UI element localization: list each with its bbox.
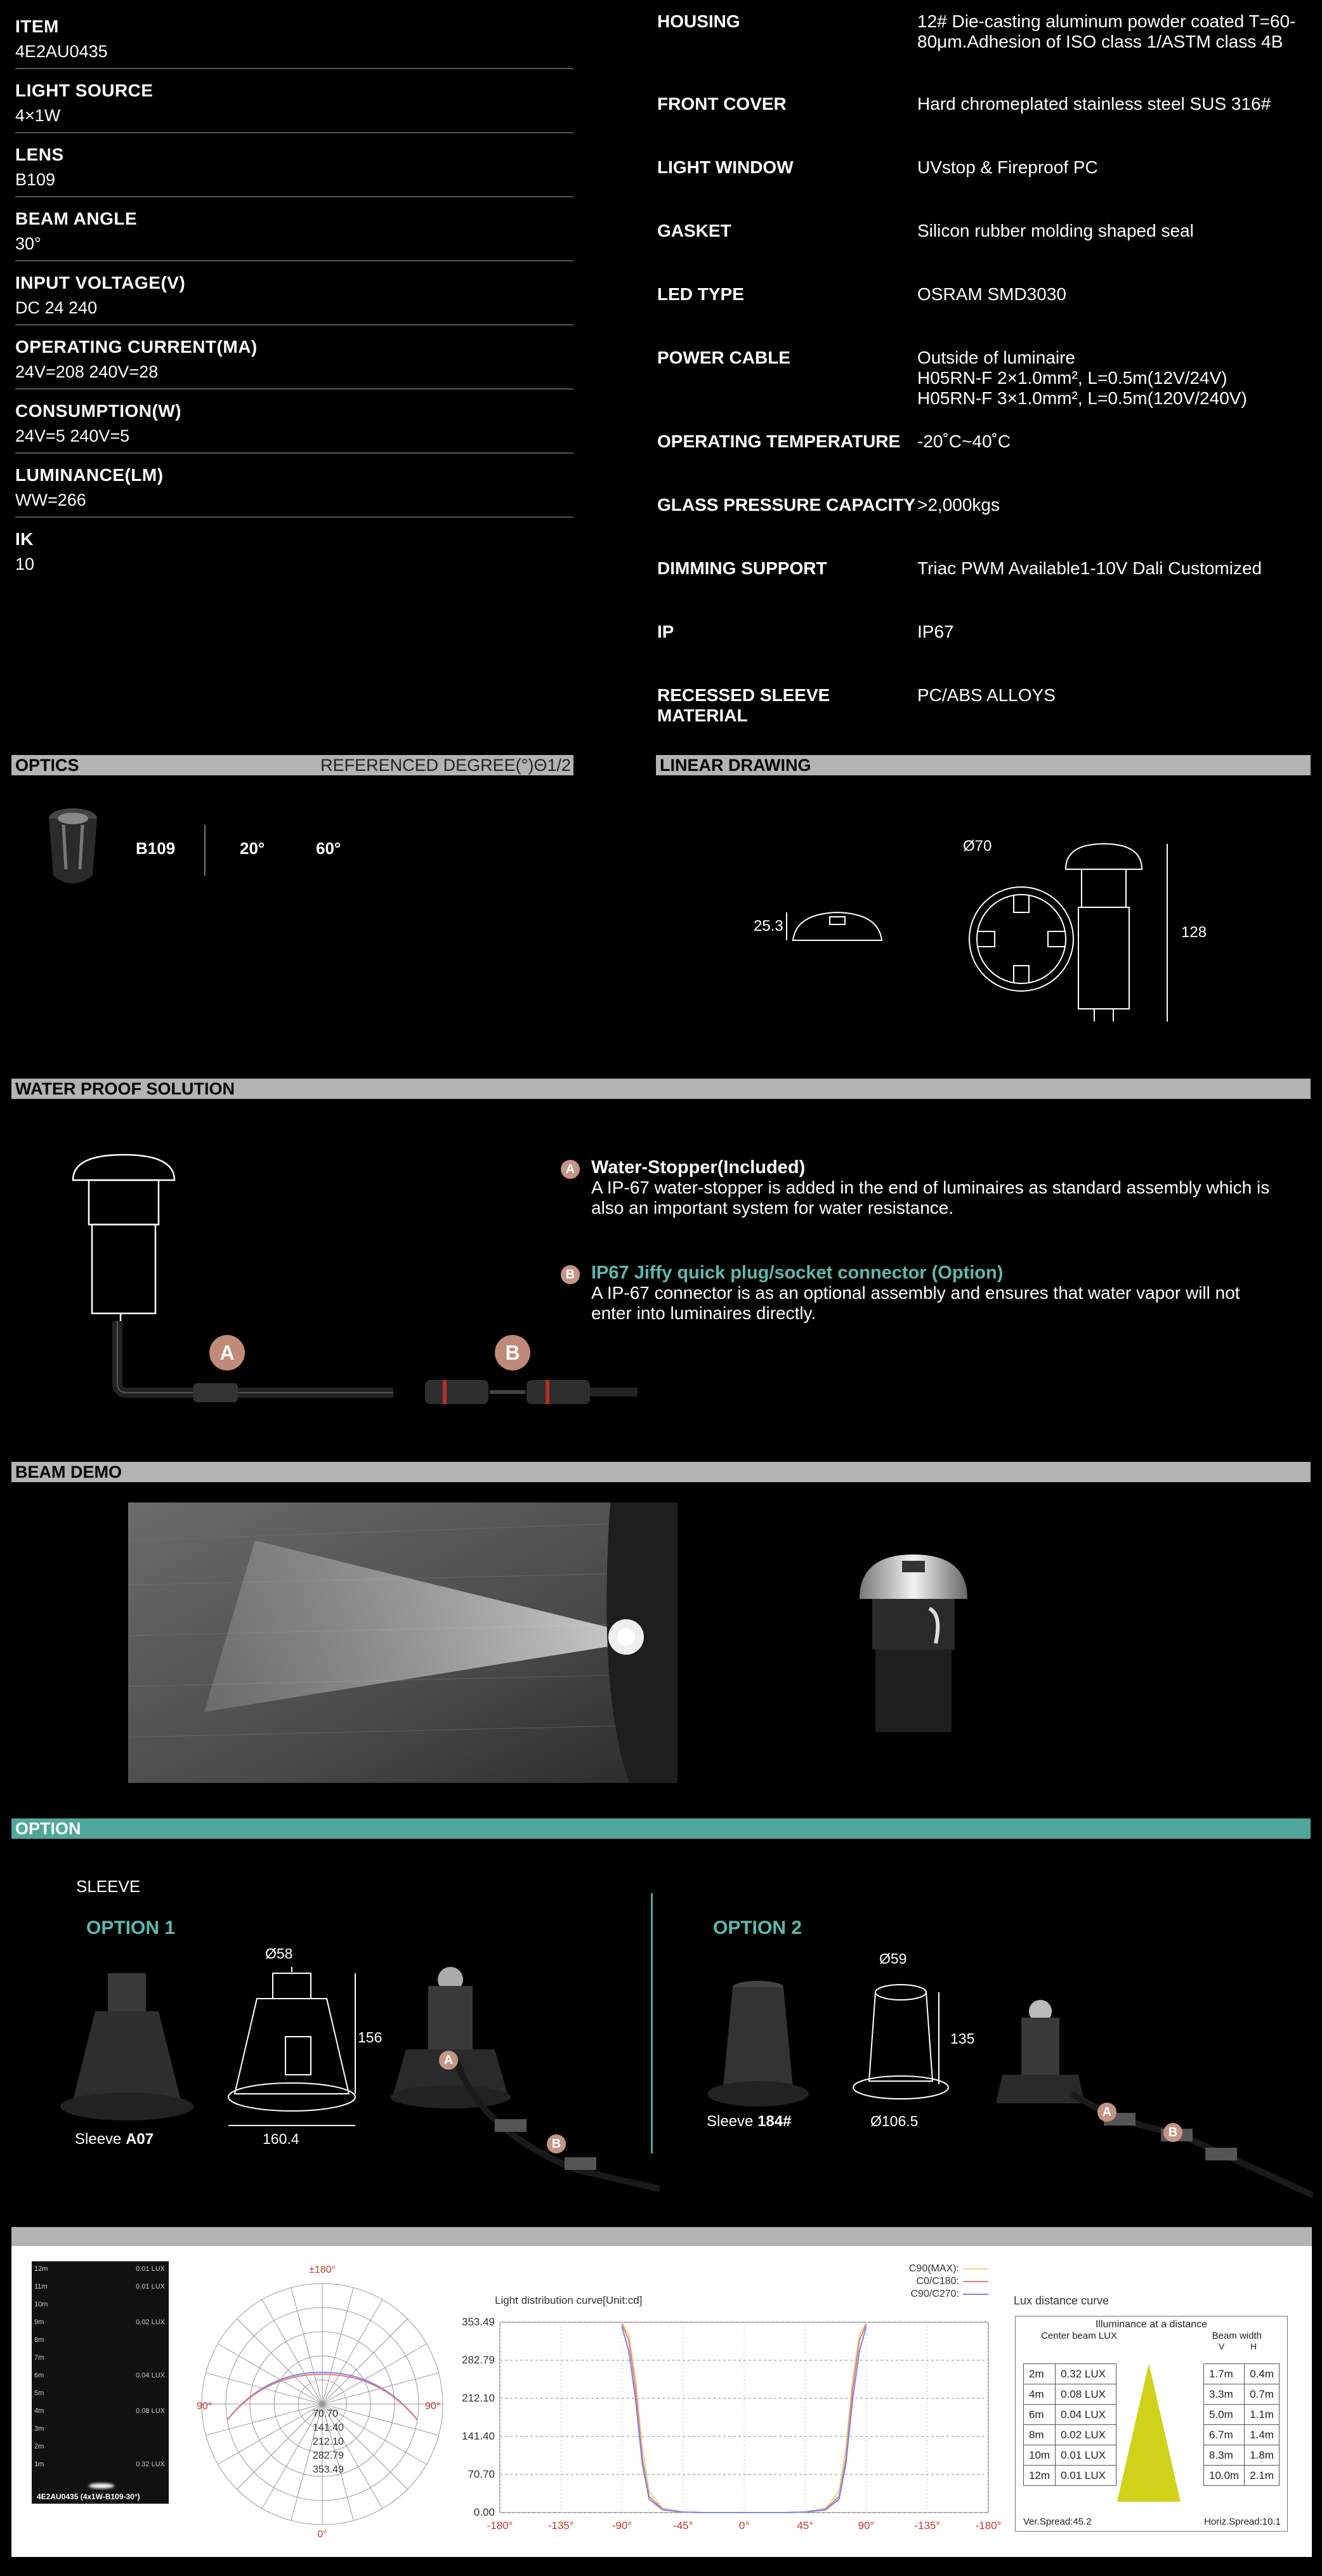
spec-right-value: 12# Die-casting aluminum powder coated T=60-80μm.Adhesion of ISO class 1/ASTM class 4B <box>917 11 1296 51</box>
option1-sleeve-code: A07 <box>126 2131 154 2148</box>
spec-left-label: OPERATING CURRENT(MA) <box>15 337 258 357</box>
lux-table-row <box>1024 2384 1279 2405</box>
spec-left-label: ITEM <box>15 16 59 36</box>
lux-table-box <box>1015 2316 1288 2532</box>
spec-right-row <box>657 495 1317 558</box>
lux-gap <box>1116 2466 1203 2486</box>
lux-v: 6.7m <box>1203 2425 1244 2445</box>
x-tick-label: -180° <box>487 2520 513 2532</box>
spec-left-value: 4×1W <box>15 106 61 125</box>
beam-demo-title: BEAM DEMO <box>15 1462 122 1482</box>
polar-left-label: 90° <box>197 2401 213 2412</box>
polar-top-label: ±180° <box>309 2264 336 2275</box>
lux-ver-spread: Ver.Spread:45.2 <box>1023 2516 1092 2527</box>
lux-distance: 2m <box>1024 2364 1056 2384</box>
lux-h: 0.4m <box>1245 2364 1279 2384</box>
lux-distance: 4m <box>1024 2384 1056 2405</box>
lux-v: 3.3m <box>1203 2384 1244 2405</box>
polar-bottom-label: 0° <box>317 2529 327 2540</box>
lux-col-width: Beam width <box>1212 2330 1262 2341</box>
spec-right-label: LED TYPE <box>657 284 744 304</box>
lux-h: 2.1m <box>1245 2466 1279 2486</box>
legend-item <box>836 2263 988 2275</box>
lux-table <box>1023 2363 1279 2486</box>
spec-right-label: GASKET <box>657 221 731 240</box>
spec-left-value: 10 <box>15 555 35 574</box>
polar-ring-labels <box>313 2408 344 2475</box>
lux-v: 8.3m <box>1203 2445 1244 2466</box>
lens-image <box>44 806 101 895</box>
option2-height: 135 <box>950 2030 975 2047</box>
spec-right-label: OPERATING TEMPERATURE <box>657 431 901 451</box>
polar-ring-label: 141.40 <box>313 2422 344 2433</box>
isolux-lux-label: 0.01 LUX <box>136 2283 165 2290</box>
lux-value: 0.02 LUX <box>1056 2425 1116 2445</box>
photometric-top-bar <box>11 2227 1312 2246</box>
spec-left-label: CONSUMPTION(W) <box>15 401 182 421</box>
isolux-spot <box>89 2483 114 2488</box>
spec-left-row <box>15 261 573 325</box>
spec-right-label: GLASS PRESSURE CAPACITY <box>657 495 916 515</box>
legend-label: C90/C270: <box>910 2289 959 2299</box>
waterproof-b-text: A IP-67 connector is as an optional assembly and ensures that water vapor will not enter into luminaires directly. <box>591 1283 1240 1323</box>
lux-value: 0.01 LUX <box>1056 2445 1116 2466</box>
lux-distance: 10m <box>1024 2445 1056 2466</box>
lux-table-header: Illuminance at a distance <box>1095 2319 1208 2330</box>
spec-right-label: IP <box>657 622 674 641</box>
lux-col-center: Center beam LUX <box>1041 2330 1118 2341</box>
spec-left-row <box>15 325 573 390</box>
option-title: OPTION <box>15 1819 81 1838</box>
polar-ring-label: 353.49 <box>313 2464 344 2475</box>
spec-right-row <box>657 284 1317 348</box>
spec-left-label: LUMINANCE(LM) <box>15 465 164 485</box>
lux-value: 0.32 LUX <box>1056 2364 1116 2384</box>
spec-right-label: FRONT COVER <box>657 94 787 114</box>
spec-right-row <box>657 157 1317 221</box>
polar-ring-label: 282.79 <box>313 2450 344 2461</box>
option2-diameter: Ø59 <box>879 1950 907 1967</box>
spec-left-label: BEAM ANGLE <box>15 209 138 228</box>
x-tick-label: 0° <box>738 2520 750 2532</box>
spec-left-row <box>15 133 573 197</box>
lux-gap <box>1116 2425 1203 2445</box>
lux-gap <box>1116 2405 1203 2425</box>
isolux-y-label: 5m <box>34 2389 44 2397</box>
isolux-caption: 4E2AU0435 (4x1W-B109-30°) <box>37 2492 140 2501</box>
beam-demo-photo <box>128 1502 677 1783</box>
option2-badge-b: B <box>1163 2123 1182 2142</box>
option1-sleeve-image <box>57 1967 197 2126</box>
lux-distance: 12m <box>1024 2466 1056 2486</box>
sleeve-label: SLEEVE <box>76 1877 141 1896</box>
linear-height-right: 128 <box>1181 924 1207 941</box>
lux-gap <box>1116 2364 1203 2384</box>
option2-sleeve-code: 184# <box>757 2113 792 2130</box>
spec-left-value: WW=266 <box>15 490 86 509</box>
isolux-y-label: 6m <box>34 2372 44 2379</box>
option2-assembly-image <box>996 1999 1313 2208</box>
option1-width: 160.4 <box>263 2131 299 2147</box>
series-line <box>622 2327 867 2513</box>
linear-diameter: Ø70 <box>963 838 992 855</box>
isolux-y-label: 7m <box>34 2354 44 2362</box>
spec-right-label: DIMMING SUPPORT <box>657 558 827 578</box>
isolux-chart <box>32 2261 169 2504</box>
photometric-panel <box>11 2246 1312 2557</box>
linear-height-left: 25.3 <box>754 917 783 935</box>
x-tick-label: 90° <box>858 2520 875 2532</box>
legend-item <box>836 2288 988 2301</box>
linear-drawing-bar <box>656 755 1311 775</box>
lux-v: 1.7m <box>1203 2364 1244 2384</box>
spec-left-label: IK <box>15 529 34 549</box>
spec-right-value: Outside of luminaire H05RN-F 2×1.0mm², L=0.5m(12V/24V) H05RN-F 3×1.0mm², L=0.5m(120V/240V) <box>917 348 1247 408</box>
option2-sleeve-image <box>704 1980 812 2119</box>
y-tick-label: 141.40 <box>462 2430 495 2442</box>
spec-left-value: 24V=208 240V=28 <box>15 362 159 381</box>
option2-badge-a: A <box>1097 2103 1116 2122</box>
lux-table-row <box>1024 2466 1279 2486</box>
option2-title: OPTION 2 <box>713 1917 802 1938</box>
y-tick-label: 353.49 <box>462 2316 495 2328</box>
option1-badge-b: B <box>547 2134 566 2153</box>
distribution-chart-title: Light distribution curve[Unit:cd] <box>495 2294 643 2306</box>
spec-left-value: 30° <box>15 234 41 253</box>
spec-left-value: B109 <box>15 170 56 189</box>
waterproof-title: WATER PROOF SOLUTION <box>15 1079 235 1098</box>
x-tick-label: -180° <box>975 2520 1002 2532</box>
y-tick-label: 282.79 <box>462 2354 495 2366</box>
optics-deg1: 20° <box>240 839 265 858</box>
x-tick-label: 45° <box>797 2520 814 2532</box>
lux-hor-spread: Horiz.Spread:10.1 <box>1204 2516 1281 2527</box>
spec-left-label: LIGHT SOURCE <box>15 81 154 100</box>
spec-right-value: -20˚C~40˚C <box>917 431 1011 451</box>
y-tick-label: 0.00 <box>473 2506 495 2518</box>
spec-right-value: Silicon rubber molding shaped seal <box>917 221 1194 240</box>
lux-value: 0.08 LUX <box>1056 2384 1116 2405</box>
option1-title: OPTION 1 <box>86 1917 176 1938</box>
legend-label: C90(MAX): <box>908 2263 959 2274</box>
option1-height: 156 <box>358 2029 383 2046</box>
lux-v: 10.0m <box>1203 2466 1244 2486</box>
isolux-lux-label: 0.02 LUX <box>136 2318 165 2326</box>
spec-list-left <box>15 5 573 581</box>
y-tick-label: 70.70 <box>468 2468 495 2480</box>
linear-drawing-title: LINEAR DRAWING <box>660 756 811 775</box>
waterproof-illustration <box>63 1142 647 1415</box>
spec-right-row <box>657 348 1317 431</box>
y-tick-label: 212.10 <box>462 2392 495 2404</box>
linear-drawing <box>749 831 1231 1034</box>
option-bar <box>11 1818 1311 1839</box>
lux-table-row <box>1024 2364 1279 2384</box>
spec-right-label: LIGHT WINDOW <box>657 157 794 177</box>
optics-deg2: 60° <box>316 839 341 858</box>
lux-h: 1.4m <box>1245 2425 1279 2445</box>
spec-left-row <box>15 5 573 69</box>
spec-left-row <box>15 69 573 133</box>
spec-right-row <box>657 221 1317 284</box>
isolux-y-label: 3m <box>34 2425 44 2433</box>
waterproof-b-title: IP67 Jiffy quick plug/socket connector (Option) <box>591 1263 1004 1283</box>
option1-diameter: Ø58 <box>265 1945 293 1962</box>
optics-ref: REFERENCED DEGREE(°)Θ1/2 <box>320 756 571 775</box>
spec-right-label: HOUSING <box>657 11 740 31</box>
lux-table-row <box>1024 2445 1279 2466</box>
polar-ring-label: 212.10 <box>313 2436 344 2447</box>
spec-right-label: RECESSED SLEEVE MATERIAL <box>657 685 830 725</box>
spec-left-value: 24V=5 240V=5 <box>15 426 130 445</box>
spec-right-value: >2,000kgs <box>917 495 1000 515</box>
lux-distance: 6m <box>1024 2405 1056 2425</box>
lux-col-v: V <box>1219 2341 1225 2351</box>
distribution-legend <box>836 2263 988 2301</box>
polar-ring-label: 70.70 <box>313 2408 339 2419</box>
isolux-y-label: 10m <box>34 2301 48 2308</box>
x-tick-label: -45° <box>673 2520 693 2532</box>
waterproof-text-badge-b: B <box>561 1265 580 1284</box>
spec-left-label: INPUT VOLTAGE(V) <box>15 273 186 292</box>
spec-right-value: PC/ABS ALLOYS <box>917 685 1056 705</box>
legend-label: C0/C180: <box>916 2276 959 2287</box>
distribution-line-chart <box>455 2310 1014 2557</box>
spec-left-row <box>15 390 573 454</box>
lux-h: 1.8m <box>1245 2445 1279 2466</box>
isolux-y-label: 4m <box>34 2407 44 2415</box>
lux-gap <box>1116 2445 1203 2466</box>
option1-assembly-image <box>387 1967 666 2208</box>
optics-divider <box>204 825 206 876</box>
legend-swatch <box>963 2294 988 2295</box>
spec-list-right <box>657 11 1317 749</box>
isolux-y-label: 11m <box>34 2283 48 2290</box>
optics-lens: B109 <box>136 839 176 858</box>
lux-h: 1.1m <box>1245 2405 1279 2425</box>
lux-table-row <box>1024 2425 1279 2445</box>
spec-right-value: IP67 <box>917 622 954 641</box>
spec-left-label: LENS <box>15 145 64 164</box>
isolux-y-label: 12m <box>34 2265 48 2273</box>
spec-right-row <box>657 685 1317 749</box>
beam-demo-product <box>850 1548 977 1738</box>
option2-sleeve-prefix: Sleeve <box>707 2113 758 2130</box>
lux-value: 0.04 LUX <box>1056 2405 1116 2425</box>
waterproof-text-badge-a: A <box>561 1160 580 1179</box>
isolux-y-label: 1m <box>34 2461 44 2468</box>
spec-right-value: UVstop & Fireproof PC <box>917 157 1098 177</box>
legend-item <box>836 2275 988 2288</box>
spec-left-value: 4E2AU0435 <box>15 42 108 61</box>
option1-drawing <box>222 1967 387 2138</box>
polar-right-label: 90° <box>425 2401 441 2412</box>
lux-v: 5.0m <box>1203 2405 1244 2425</box>
option1-badge-a: A <box>439 2051 458 2070</box>
spec-left-value: DC 24 240 <box>15 298 98 317</box>
option1-sleeve-name <box>75 2131 154 2148</box>
isolux-lux-label: 0.32 LUX <box>136 2461 165 2468</box>
spec-right-row <box>657 431 1317 495</box>
legend-swatch <box>963 2268 988 2270</box>
option2-width: Ø106.5 <box>870 2113 919 2129</box>
lux-distance: 8m <box>1024 2425 1056 2445</box>
lux-value: 0.01 LUX <box>1056 2466 1116 2486</box>
isolux-lux-label: 0.08 LUX <box>136 2407 165 2415</box>
isolux-y-label: 9m <box>34 2318 44 2326</box>
lux-h: 0.7m <box>1245 2384 1279 2405</box>
spec-right-label: POWER CABLE <box>657 348 790 367</box>
isolux-y-label: 2m <box>34 2443 44 2450</box>
x-tick-label: -135° <box>914 2520 941 2532</box>
legend-swatch <box>963 2281 988 2282</box>
spec-right-row <box>657 94 1317 157</box>
spec-left-row <box>15 454 573 518</box>
spec-right-row <box>657 558 1317 622</box>
isolux-lux-label: 0.04 LUX <box>136 2372 165 2379</box>
spec-right-row <box>657 622 1317 685</box>
lux-col-h: H <box>1250 2341 1257 2351</box>
isolux-y-label: 8m <box>34 2336 44 2344</box>
waterproof-a-title: Water-Stopper(Included) <box>591 1157 806 1178</box>
option1-sleeve-prefix: Sleeve <box>75 2131 126 2148</box>
optics-bar <box>11 755 573 775</box>
spec-right-value: OSRAM SMD3030 <box>917 284 1066 304</box>
isolux-lux-label: 0.01 LUX <box>136 2265 165 2273</box>
spec-left-row <box>15 197 573 261</box>
beam-demo-bar <box>11 1462 1311 1482</box>
x-tick-label: -135° <box>547 2520 574 2532</box>
option2-sleeve-name <box>707 2113 791 2131</box>
spec-right-value: Hard chromeplated stainless steel SUS 316# <box>917 94 1271 114</box>
spec-left-row <box>15 518 573 581</box>
lux-gap <box>1116 2384 1203 2405</box>
waterproof-a-text: A IP-67 water-stopper is added in the end of luminaires as standard assembly which is also an important system for water resistance. <box>591 1178 1270 1218</box>
spec-right-row <box>657 11 1317 94</box>
optics-title: OPTICS <box>15 756 79 775</box>
polar-chart <box>189 2261 455 2540</box>
lux-table-title: Lux distance curve <box>1014 2294 1109 2307</box>
lux-table-row <box>1024 2405 1279 2425</box>
spec-right-value: Triac PWM Available1-10V Dali Customized <box>917 558 1262 578</box>
x-tick-label: -90° <box>612 2520 632 2532</box>
waterproof-bar <box>11 1079 1311 1099</box>
waterproof-badge-b: B <box>495 1335 530 1370</box>
waterproof-badge-a: A <box>209 1335 245 1370</box>
